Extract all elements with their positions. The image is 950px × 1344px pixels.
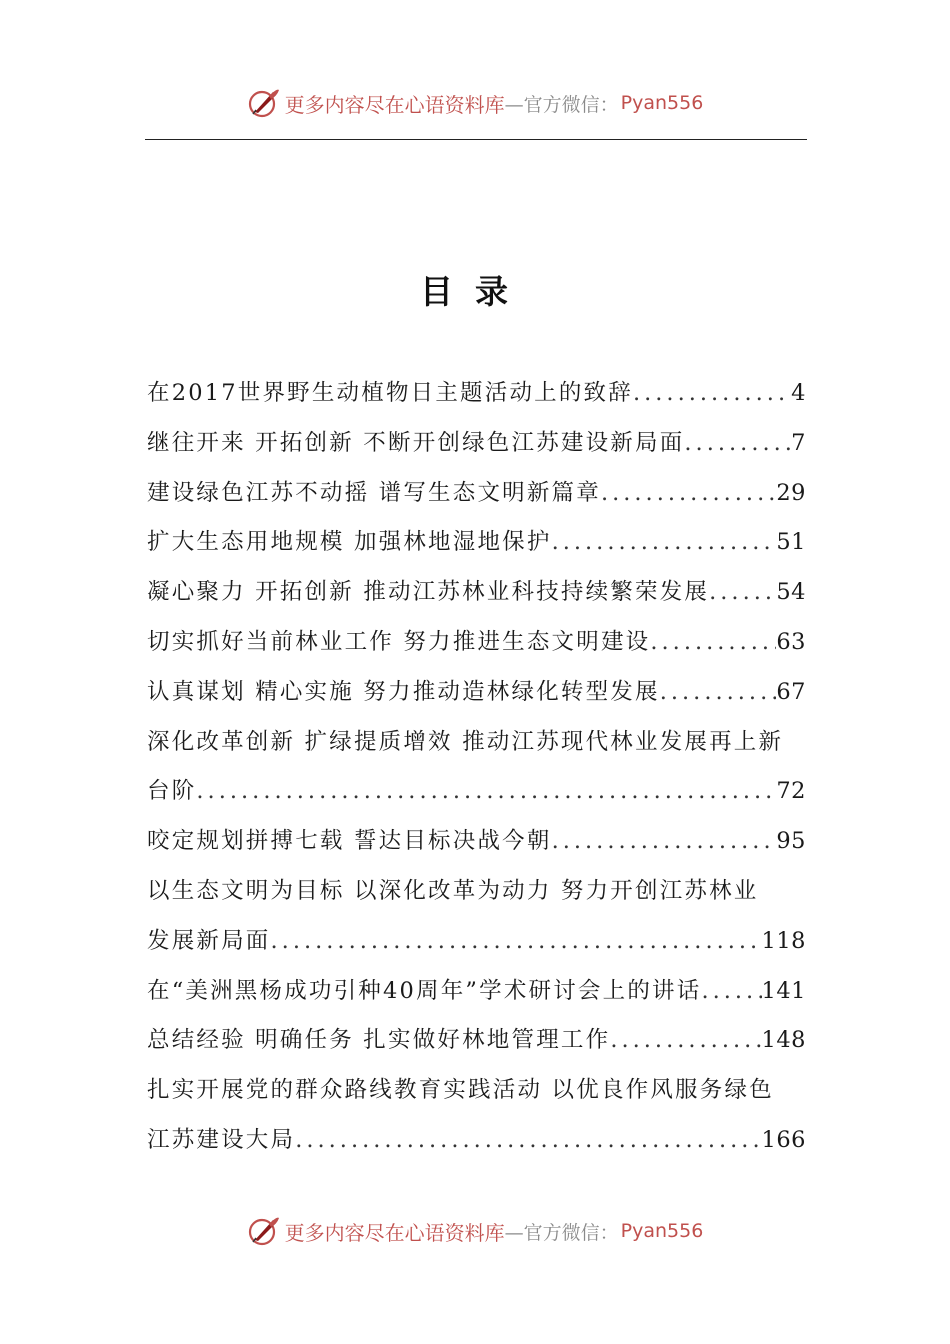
toc-page-number: 4 [791,380,806,406]
toc-entry [147,568,806,618]
watermark-wechat-id: Pyan556 [620,92,704,114]
toc-page-number: 51 [776,529,806,556]
toc-entry [147,1116,806,1166]
toc-entry [147,1066,806,1116]
toc-entry-title: 发展新局面 [147,927,271,954]
toc-dot-leader [650,618,776,668]
toc-page-number: 7 [791,429,806,456]
toc-entry-title: 继往开来 开拓创新 不断开创绿色江苏建设新局面 [147,429,685,456]
toc-entry [147,817,806,867]
toc-dot-leader [701,967,761,1017]
toc-dot-leader [709,568,776,618]
toc-page-number: 67 [776,678,806,705]
toc-page-number: 141 [761,977,806,1004]
toc-dot-leader [610,1016,761,1066]
toc-entry-title: 以生态文明为目标 以深化改革为动力 努力开创江苏林业 [147,877,759,904]
toc-dot-leader [633,369,791,419]
quill-logo-icon [247,1214,281,1248]
watermark-main-text: 更多内容尽在心语资料库 [284,92,505,117]
toc-entry-title: 凝心聚力 开拓创新 推动江苏林业科技持续繁荣发展 [147,579,710,606]
toc-dot-leader [601,469,776,519]
toc-entry [147,767,806,817]
toc-page-number: 29 [776,479,806,506]
toc-entry-title: 台阶 [147,778,197,805]
toc-page-number: 118 [761,927,806,954]
watermark-sub-text: —官方微信： [504,1221,619,1244]
toc-page-number: 72 [776,778,806,805]
toc-entry-title: 总结经验 明确任务 扎实做好林地管理工作 [147,1027,611,1054]
toc-page-number: 95 [776,828,806,855]
toc-entry [147,867,806,917]
watermark-main-text: 更多内容尽在心语资料库 [284,1220,505,1245]
watermark-wechat-id: Pyan556 [620,1220,704,1242]
toc-entry-title: 在“美洲黑杨成功引种40周年”学术研讨会上的讲话 [147,977,702,1004]
watermark-sub-text: —官方微信： [504,93,619,116]
watermark-footer [0,1211,950,1251]
toc-page-number: 63 [776,628,806,655]
quill-logo-icon [247,86,281,120]
toc-entry [147,618,806,668]
toc-page-number: 166 [761,1126,806,1153]
header-divider [145,139,807,140]
toc-dot-leader [684,419,791,469]
toc-entry [147,718,806,768]
toc-entry [147,469,806,519]
toc-entry [147,419,806,469]
toc-entry [147,369,806,419]
toc-entry-title: 认真谋划 精心实施 努力推动造林绿化转型发展 [147,678,660,705]
toc-page-number: 54 [776,579,806,606]
page-title: 目录 [420,272,530,311]
toc-dot-leader [552,817,777,867]
toc-entry-title: 扎实开展党的群众路线教育实践活动 以优良作风服务绿色 [147,1077,774,1104]
toc-dot-leader [271,917,762,967]
toc-dot-leader [295,1116,761,1166]
toc-entry [147,967,806,1017]
toc-entry [147,668,806,718]
watermark-header [0,83,950,123]
toc-entry-title: 扩大生态用地规模 加强林地湿地保护 [147,529,552,556]
toc-entry-title: 咬定规划拼搏七载 誓达目标决战今朝 [147,828,552,855]
toc-entry-title: 切实抓好当前林业工作 努力推进生态文明建设 [147,628,651,655]
toc-dot-leader [660,668,777,718]
toc-entry [147,1016,806,1066]
toc-entry [147,917,806,967]
toc-entry-title: 在2017世界野生动植物日主题活动上的致辞 [147,380,633,406]
toc-entry-title: 建设绿色江苏不动摇 谱写生态文明新篇章 [147,479,601,506]
toc-page-number: 148 [761,1027,806,1054]
toc-entry-title: 深化改革创新 扩绿提质增效 推动江苏现代林业发展再上新 [147,728,784,755]
toc-dot-leader [552,518,777,568]
toc-entry-title: 江苏建设大局 [147,1126,296,1153]
toc-entry [147,518,806,568]
table-of-contents [147,369,806,1166]
toc-dot-leader [196,767,776,817]
